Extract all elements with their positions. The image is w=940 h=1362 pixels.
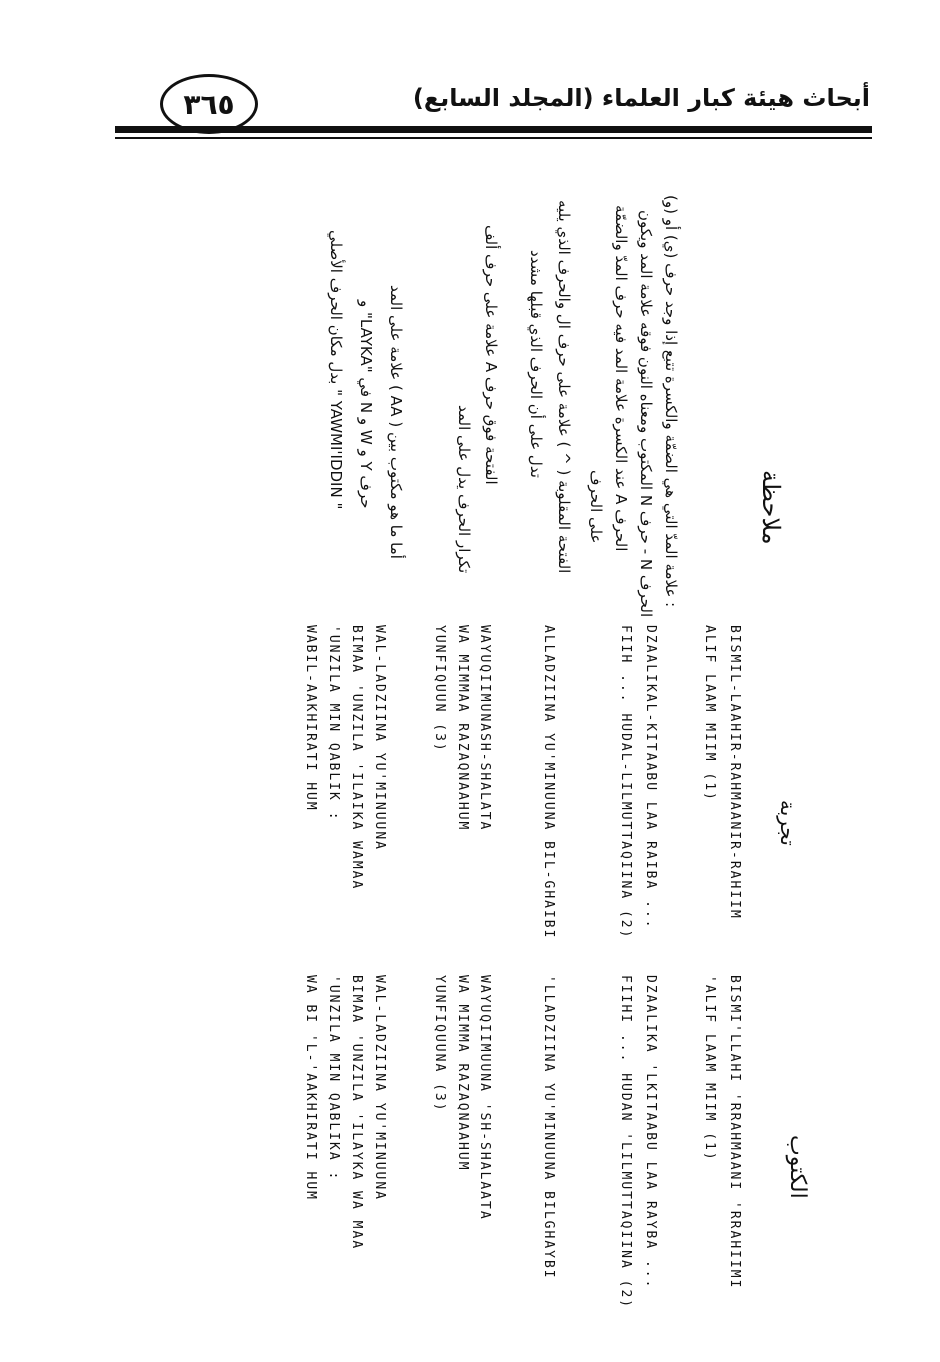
middle-line: 'UNZILA MIN QABLIK : [326,625,341,822]
middle-line: ALLADZIINA YU'MINUUNA BIL-GHAIBI [541,625,556,940]
left-line: DZAALIKA 'LKITAABU LAA RAYBA ... [643,975,658,1290]
middle-line: DZAALIKAL-KITAABU LAA RAIBA ... [643,625,658,930]
left-line: WA MIMMA RAZAQNAAHUM [455,975,470,1172]
header-rule-thin [115,137,872,139]
left-line: FIIHI ... HUDAN 'LILMUTTAQIINA (2) [618,975,633,1310]
left-line: WA BI 'L-'AAKHIRATI HUM [303,975,318,1202]
middle-line: WABIL-AAKHIRATI HUM [303,625,318,812]
left-line: WAL-LADZIINA YU'MINUUNA [372,975,387,1202]
page-number-oval [160,74,258,134]
middle-line: BIMAA 'UNZILA 'ILAIKA WAMAA [349,625,364,891]
note-line: " YAWMI'IDDIN " بدل مكان الحرف الأصلي [327,230,345,510]
note-line: على الحرف [587,470,605,544]
header-rule-thick [115,126,872,133]
left-line: WAYUQIIMUUNA 'SH-SHALAATA [477,975,492,1221]
note-line: الفتحة المقلوبة ( ^ ) علامة على حرف ال والحرف الذي يليه [555,200,573,574]
left-line: 'UNZILA MIN QABLIKA : [326,975,341,1182]
left-line: BISMI'LLAHI 'RRAHMAANI 'RRAHIIMI [727,975,742,1290]
middle-line: YUNFIQUUN (3) [432,625,447,753]
page-number: ٣٦٥ [183,87,235,121]
left-line: BIMAA 'UNZILA 'ILAYKA WA MAA [349,975,364,1251]
left-line: YUNFIQUUNA (3) [432,975,447,1113]
left-line: 'ALIF LAAM MIIM (1) [702,975,717,1162]
note-line: أما ما هو مكتوب بين ( AA ) علامة على المد [387,285,405,559]
note-line: تدل على أن الحرف الذي قبلها مشدد [527,250,545,478]
middle-line: WA MIMMAA RAZAQNAAHUM [455,625,470,832]
middle-line: WAYUQIIMUNASH-SHALATA [477,625,492,832]
note-line: حرف Y و W و N في "LAYKA" و [357,300,375,509]
note-line: الحرف A عند الكسرة علامة المد فيه حرف المدّ والضمّة [612,205,630,552]
middle-line: ALIF LAAM MIIM (1) [702,625,717,802]
middle-line: FIIH ... HUDAL-LILMUTTAQIINA (2) [618,625,633,940]
running-header-title: أبحاث هيئة كبار العلماء (المجلد السابع) [412,84,870,112]
middle-line: WAL-LADZIINA YU'MINUUNA [372,625,387,852]
note-heading: ملاحظة [757,470,785,545]
note-line: الحرف N - حرف N المكتوب ومعناه النون فوقه علامة المد ويكون [637,210,655,618]
middle-heading: تجربة [776,800,800,846]
note-line: تكرار الحرف يدل على المد [455,405,473,574]
note-line: : علامة المدّ التي هي الضمّة والكسرة تتبع إذا وجد حرف (ي) أو (و) [662,195,680,608]
note-line: الفتحة فوق حرف A علامة على حرف ألف [482,225,500,485]
left-line: 'LLADZIINA YU'MINUUNA BILGHAYBI [541,975,556,1280]
middle-line: BISMIL-LAAHIR-RAHMAANIR-RAHIIM [727,625,742,920]
left-heading: الكتوب [785,1135,810,1199]
